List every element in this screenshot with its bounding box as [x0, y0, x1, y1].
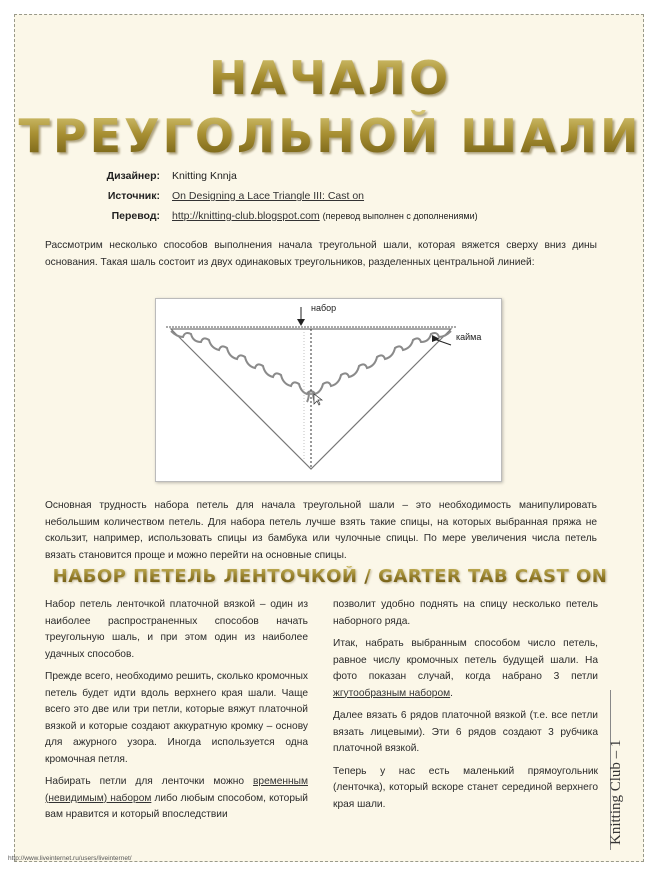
footer-url[interactable]: http://www.liveinternet.ru/users/liveinternet/: [8, 855, 132, 862]
page-title-line1: НАЧАЛО: [0, 52, 660, 104]
left-p3-text-a: Набирать петли для ленточки можно: [45, 776, 253, 787]
translation-note: (перевод выполнен с дополнениями): [322, 211, 478, 221]
left-paragraph-2: Прежде всего, необходимо решить, сколько кромочных петель будет идти вдоль верхнего края шали. Чаще всего это две или три петли, которые вяжут платочной вязкой и которые создают аккуратную кромку – основу для ажурного узора. Иногда используется одна кромочная петля.: [45, 671, 308, 765]
shawl-triangle-svg: [156, 299, 501, 481]
right-p2-text-a: Итак, набрать выбранным способом число петель, равное числу кромочных петель будущей шали. На фото показан случай, когда набрано 3 петли: [333, 638, 598, 682]
page-title-line2: ТРЕУГОЛЬНОЙ ШАЛИ: [0, 110, 660, 162]
right-paragraph-4: Теперь у нас есть маленький прямоугольник (ленточка), который вскоре станет серединой верхнего края шали.: [333, 765, 598, 810]
label-border: кайма: [456, 332, 482, 342]
right-paragraph-1: позволит удобно поднять на спицу несколько петель наборного ряда.: [333, 599, 598, 627]
side-page-label: Knitting Club – 1: [608, 739, 624, 845]
difficulty-paragraph: Основная трудность набора петель для начала треугольной шали – это необходимость манипулировать небольшим количеством петель. Для набора петель лучше взять такие спицы, на которых выбранная пряжа не скользит, например, использовать спицы из бамбука или чулочные спицы. По мере увеличения числа петель вязать становится проще и можно перейти на основные спицы.: [45, 500, 597, 561]
designer-value: Knitting Knnja: [172, 170, 237, 182]
right-column: [333, 597, 598, 819]
right-p2-text-b: .: [450, 687, 453, 699]
left-p3-text-b: либо любым способом, который вам нравится и который впоследствии: [45, 792, 308, 820]
designer-label: Дизайнер:: [106, 170, 160, 182]
translation-link[interactable]: http://knitting-club.blogspot.com: [172, 210, 320, 222]
section-title: НАБОР ПЕТЕЛЬ ЛЕНТОЧКОЙ / GARTER TAB CAST ON: [0, 566, 660, 587]
label-cast-on: набор: [311, 303, 337, 313]
left-column: [45, 597, 308, 830]
source-link[interactable]: On Designing a Lace Triangle III: Cast on: [172, 190, 365, 202]
right-paragraph-2: [333, 636, 598, 702]
shawl-diagram: [155, 298, 502, 482]
source-label: Источник:: [107, 190, 160, 202]
translation-value: [172, 210, 478, 222]
twisted-cast-on-link[interactable]: жгутообразным набором: [333, 687, 451, 699]
intro-paragraph: Рассмотрим несколько способов выполнения начала треугольной шали, которая вяжется сверху вниз дины основания. Такая шаль состоит из двух одинаковых треугольников, разделенных центральной линией:: [45, 240, 597, 268]
left-paragraph-3: [45, 774, 308, 824]
translation-label: Перевод:: [111, 210, 160, 222]
left-paragraph-1: Набор петель ленточкой платочной вязкой – один из наиболее распространенных способов начать треугольную шаль, и при этом один из наиболее удачных способов.: [45, 599, 308, 660]
temporary-cast-on-link[interactable]: временным (невидимым) набором: [45, 776, 308, 804]
right-paragraph-3: Далее вязать 6 рядов платочной вязкой (т.е. все петли вязать лицевыми). Эти 6 рядов создают 3 рубчика платочной вязкой.: [333, 710, 598, 754]
